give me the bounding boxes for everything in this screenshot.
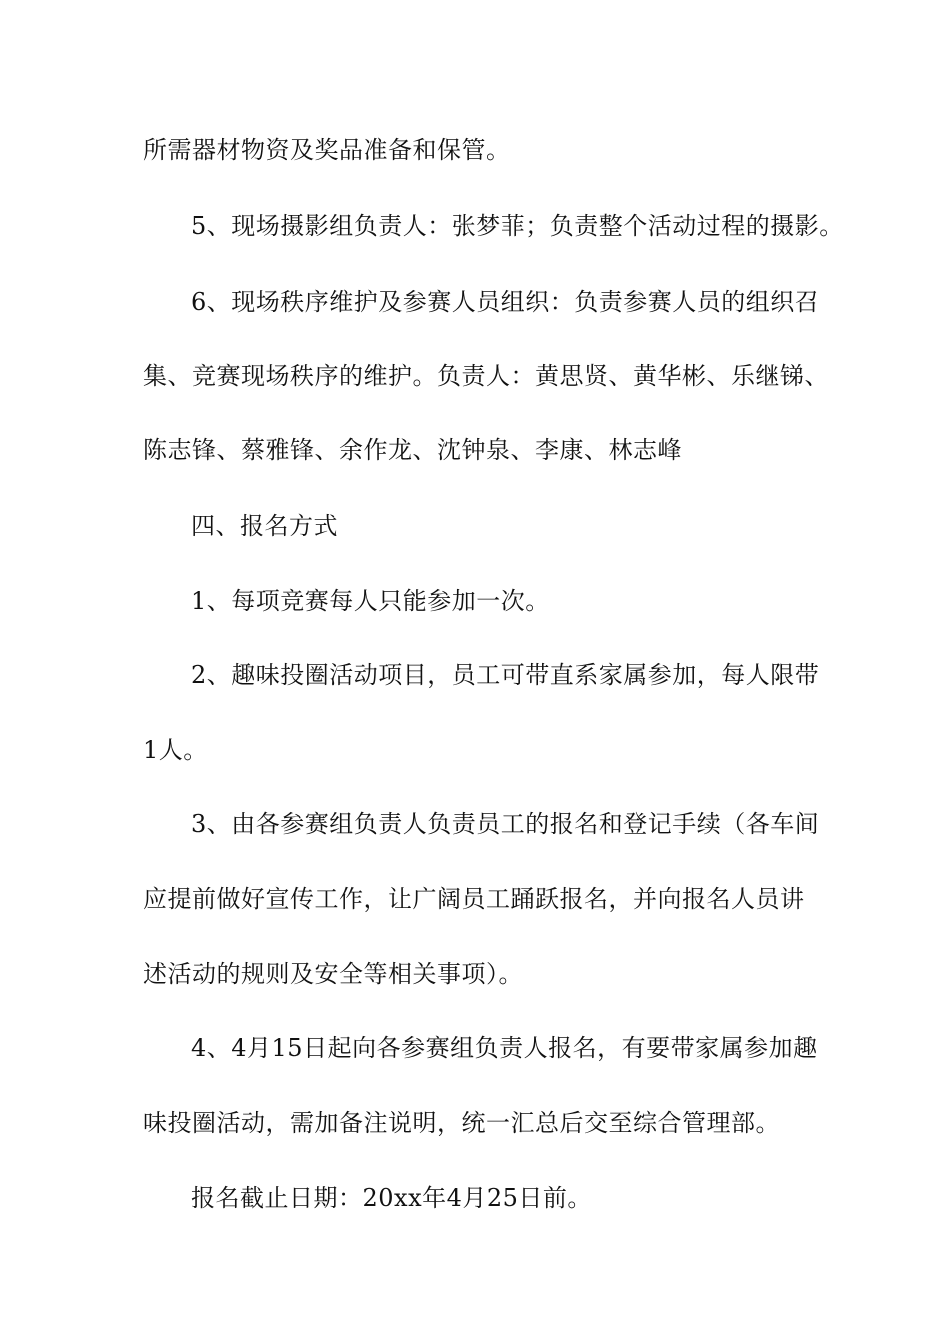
text-line: 5、现场摄影组负责人：张梦菲；负责整个活动过程的摄影。	[191, 212, 844, 240]
text-line: 1、每项竞赛每人只能参加一次。	[191, 587, 550, 615]
text-line: 集、竞赛现场秩序的维护。负责人：黄思贤、黄华彬、乐继锑、	[143, 362, 829, 390]
text-line: 2、趣味投圈活动项目，员工可带直系家属参加，每人限带	[191, 661, 820, 689]
section-heading: 四、报名方式	[191, 512, 338, 540]
text-line: 述活动的规则及安全等相关事项）。	[143, 960, 523, 988]
text-line: 应提前做好宣传工作，让广阔员工踊跃报名，并向报名人员讲	[143, 885, 805, 913]
text-line: 3、由各参赛组负责人负责员工的报名和登记手续（各车间	[191, 810, 820, 838]
text-line: 味投圈活动，需加备注说明，统一汇总后交至综合管理部。	[143, 1109, 780, 1137]
text-line: 所需器材物资及奖品准备和保管。	[143, 136, 511, 164]
text-line: 报名截止日期：20xx年4月25日前。	[191, 1184, 592, 1212]
text-line: 4、4月15日起向各参赛组负责人报名，有要带家属参加趣	[191, 1034, 818, 1062]
text-line: 6、现场秩序维护及参赛人员组织：负责参赛人员的组织召	[191, 288, 820, 316]
text-line: 1人。	[143, 736, 208, 764]
text-line: 陈志锋、蔡雅锋、余作龙、沈钟泉、李康、林志峰	[143, 436, 682, 464]
